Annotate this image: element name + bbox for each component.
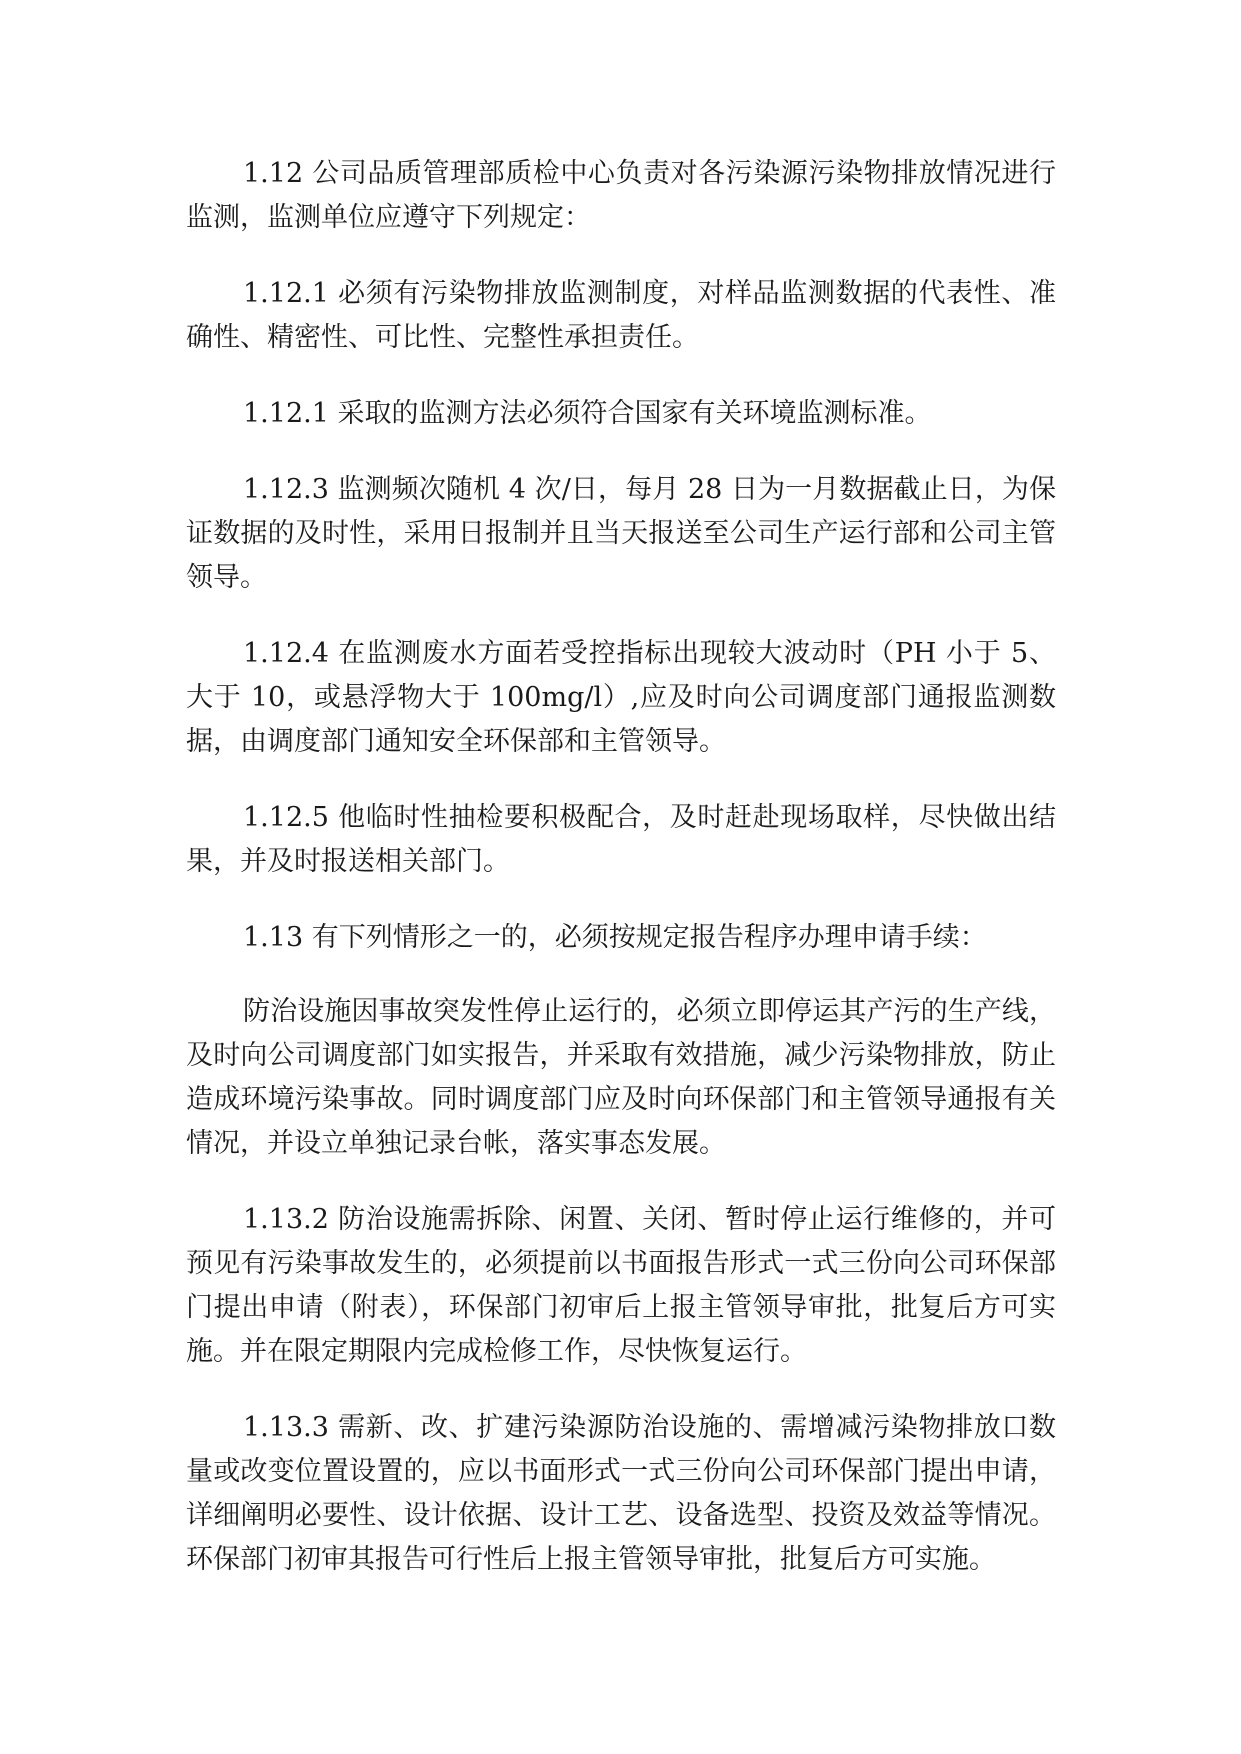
paragraph-1-13-2: 1.13.2 防治设施需拆除、闲置、关闭、暂时停止运行维修的，并可预见有污染事故发生的，必须提前以书面报告形式一式三份向公司环保部门提出申请（附表），环保部门初审后上报主管领导审批，批复后方可实施。并在限定期限内完成检修工作，尽快恢复运行。 [186, 1204, 1056, 1367]
paragraph-1-12-1-monitoring-method: 1.12.1 采取的监测方法必须符合国家有关环境监测标准。 [243, 398, 932, 429]
paragraph-1-13: 1.13 有下列情形之一的，必须按规定报告程序办理申请手续： [243, 922, 987, 953]
paragraph-1-12-5: 1.12.5 他临时性抽检要积极配合，及时赶赴现场取样，尽快做出结果，并及时报送相关部门。 [186, 802, 1056, 877]
paragraph-1-13-3: 1.13.3 需新、改、扩建污染源防治设施的、需增减污染物排放口数量或改变位置设置的，应以书面形式一式三份向公司环保部门提出申请，详细阐明必要性、设计依据、设计工艺、设备选型、投资及效益等情况。环保部门初审其报告可行性后上报主管领导审批，批复后方可实施。 [186, 1412, 1056, 1575]
paragraph-1-12-4: 1.12.4 在监测废水方面若受控指标出现较大波动时（PH 小于 5、大于 10，或悬浮物大于 100mg/l）,应及时向公司调度部门通报监测数据，由调度部门通知安全环保部和主管领导。 [186, 638, 1056, 757]
paragraph-1-12-3: 1.12.3 监测频次随机 4 次/日，每月 28 日为一月数据截止日，为保证数据的及时性，采用日报制并且当天报送至公司生产运行部和公司主管领导。 [186, 474, 1056, 593]
paragraph-1-12-1-monitoring-system: 1.12.1 必须有污染物排放监测制度，对样品监测数据的代表性、准确性、精密性、可比性、完整性承担责任。 [186, 278, 1056, 353]
document-body [186, 152, 1056, 1614]
paragraph-facility-accident: 防治设施因事故突发性停止运行的，必须立即停运其产污的生产线，及时向公司调度部门如实报告，并采取有效措施，减少污染物排放，防止造成环境污染事故。同时调度部门应及时向环保部门和主管领导通报有关情况，并设立单独记录台帐，落实事态发展。 [186, 996, 1056, 1159]
paragraph-1-12: 1.12 公司品质管理部质检中心负责对各污染源污染物排放情况进行监测，监测单位应遵守下列规定： [186, 158, 1056, 233]
